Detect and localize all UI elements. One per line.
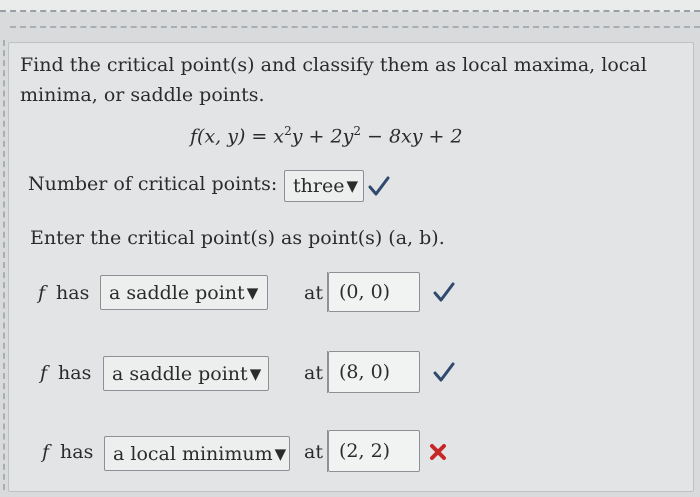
- question-text-line1: Find the critical point(s) and classify them as local maxima, local: [20, 54, 647, 76]
- top-dashed-border: [0, 0, 700, 12]
- check-icon: [433, 361, 455, 383]
- row1-f-label: f: [38, 282, 46, 304]
- row2-point-value: (8, 0): [339, 361, 391, 383]
- row3-f-label: f: [42, 441, 50, 463]
- check-icon: [368, 175, 390, 197]
- row1-classification-dropdown[interactable]: [100, 275, 268, 310]
- row2-has-label: has: [58, 362, 92, 384]
- row3-point-input[interactable]: [328, 430, 420, 472]
- row2-point-input[interactable]: [328, 351, 420, 393]
- num-critical-value: three: [293, 175, 345, 197]
- row3-classification-value: a local minimum: [113, 442, 273, 465]
- check-icon: [433, 281, 455, 303]
- row3-at-label: at: [304, 441, 323, 463]
- dropdown-arrow-icon: ▼: [346, 177, 358, 195]
- dropdown-arrow-icon: ▼: [274, 444, 287, 463]
- row3-point-value: (2, 2): [339, 440, 391, 462]
- num-critical-dropdown[interactable]: [284, 170, 364, 202]
- row1-at-label: at: [304, 282, 323, 304]
- question-text-line2: minima, or saddle points.: [20, 84, 265, 106]
- dropdown-arrow-icon: ▼: [246, 283, 259, 302]
- row1-point-value: (0, 0): [339, 281, 391, 303]
- num-critical-label: Number of critical points:: [28, 173, 278, 195]
- row3-has-label: has: [60, 441, 94, 463]
- outer-dashed-border: [10, 26, 700, 28]
- function-formula: f(x, $y) = x^2y + 2y^2 - 8xy + 2$: [190, 124, 463, 148]
- row1-classification-value: a saddle point: [109, 281, 245, 304]
- instructions-text: Enter the critical point(s) as point(s) (a, b).: [30, 227, 445, 249]
- left-dashed-border: [3, 40, 5, 490]
- row2-at-label: at: [304, 362, 323, 384]
- row2-classification-dropdown[interactable]: [103, 356, 269, 391]
- cross-icon: [429, 443, 447, 461]
- row2-classification-value: a saddle point: [112, 362, 248, 385]
- dropdown-arrow-icon: ▼: [249, 364, 262, 383]
- row1-has-label: has: [56, 282, 90, 304]
- row2-f-label: f: [40, 362, 48, 384]
- row1-point-input[interactable]: [328, 272, 420, 312]
- row3-classification-dropdown[interactable]: [104, 436, 290, 471]
- question-card: [8, 42, 694, 492]
